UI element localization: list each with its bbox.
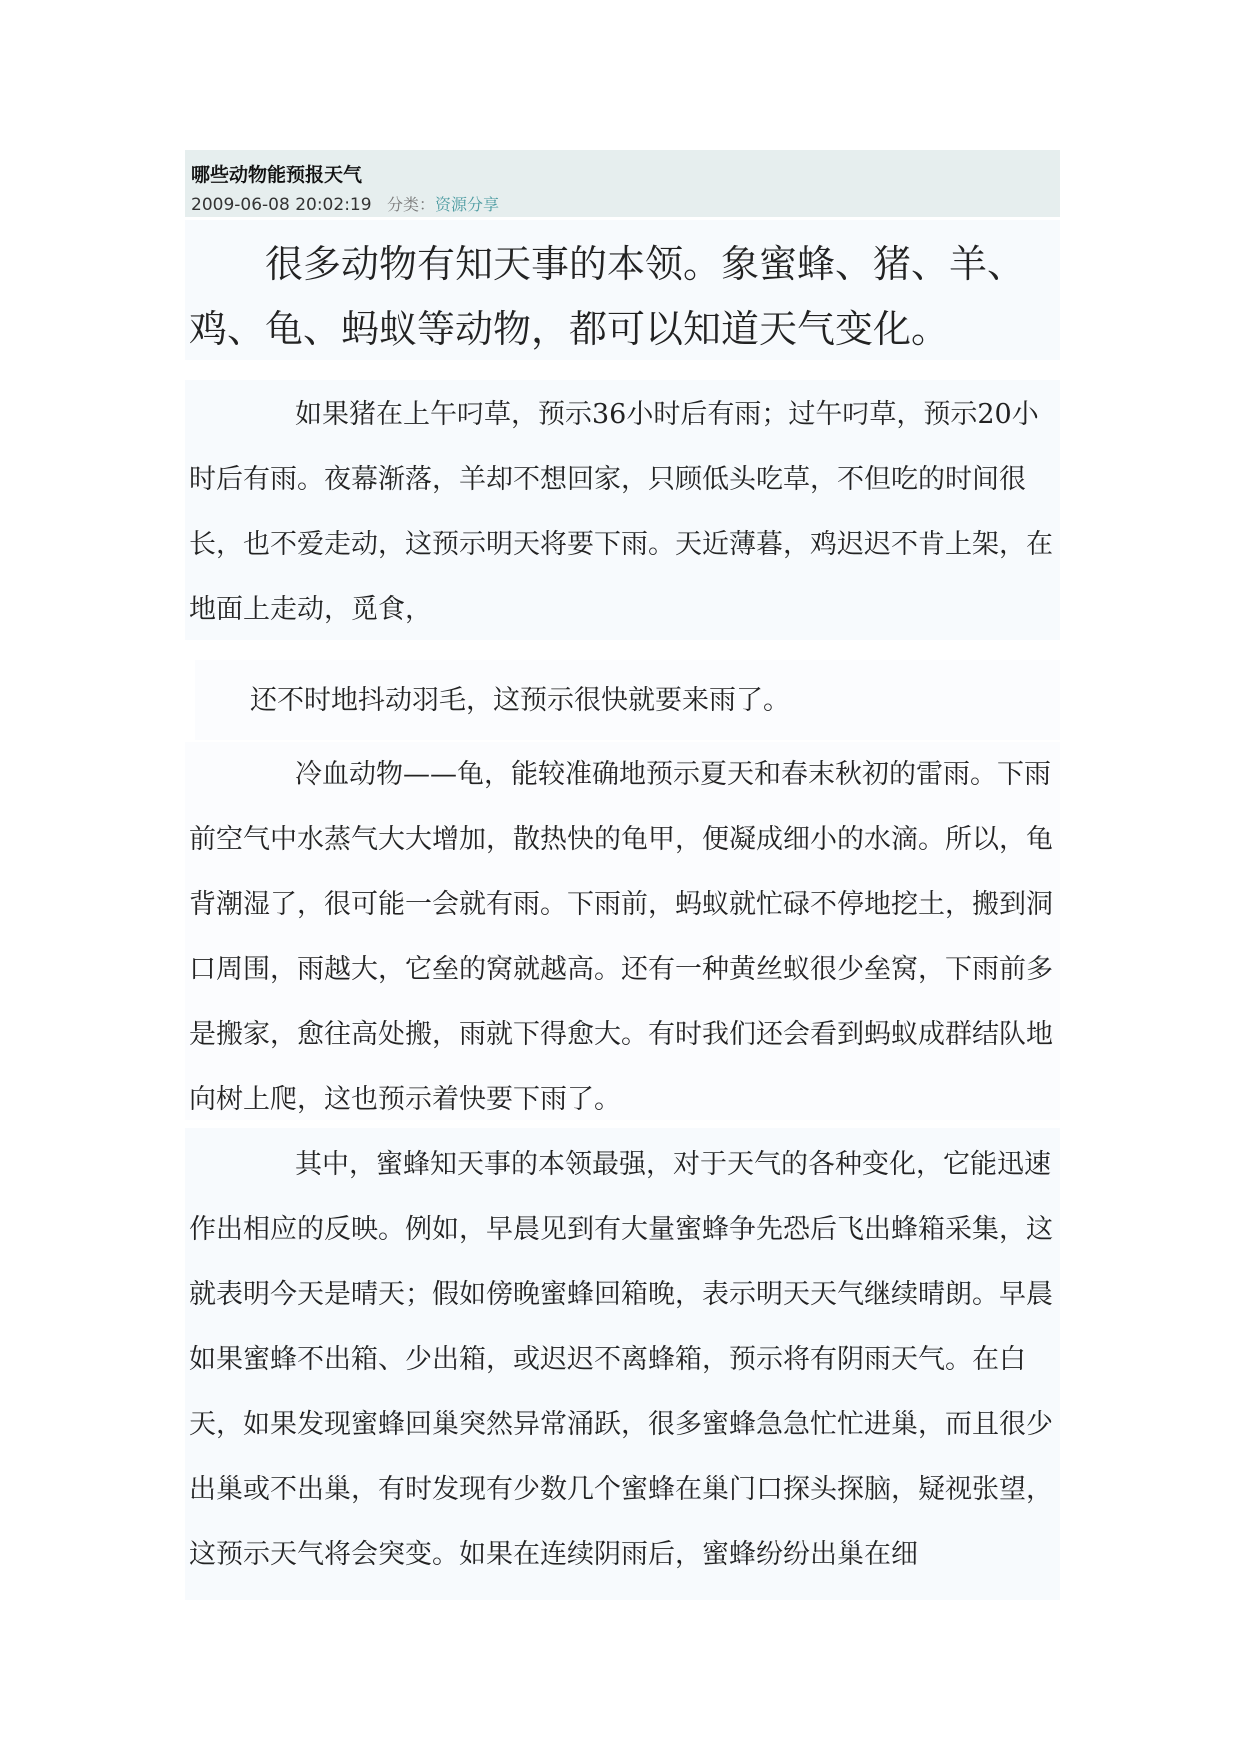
paragraph-block-pig-sheep-chicken: [185, 380, 1060, 640]
category-link[interactable]: 资源分享: [434, 195, 499, 214]
paragraph-block-chicken-feathers: [195, 660, 1060, 740]
article-meta: [191, 192, 499, 215]
article-header: [185, 150, 1060, 217]
category-label: 分类：: [386, 195, 435, 214]
article-datetime: 2009-06-08 20:02:19: [191, 195, 372, 215]
paragraph-text: 冷血动物——龟，能较准确地预示夏天和春末秋初的雷雨。下雨前空气中水蒸气大大增加，散热快的龟甲，便凝成细小的水滴。所以，龟背潮湿了，很可能一会就有雨。下雨前，蚂蚁就忙碌不停地挖土，搬到洞口周围，雨越大，它垒的窝就越高。还有一种黄丝蚁很少垒窝，下雨前多是搬家，愈往高处搬，雨就下得愈大。有时我们还会看到蚂蚁成群结队地向树上爬，这也预示着快要下雨了。: [189, 759, 1053, 1115]
paragraph-block-bees: [185, 1128, 1060, 1600]
paragraph-text: 其中，蜜蜂知天事的本领最强，对于天气的各种变化，它能迅速作出相应的反映。例如，早晨见到有大量蜜蜂争先恐后飞出蜂箱采集，这就表明今天是晴天；假如傍晚蜜蜂回箱晚，表示明天天气继续晴朗。早晨如果蜜蜂不出箱、少出箱，或迟迟不离蜂箱，预示将有阴雨天气。在白天，如果发现蜜蜂回巢突然异常涌跃，很多蜜蜂急急忙忙进巢，而且很少出巢或不出巢，有时发现有少数几个蜜蜂在巢门口探头探脑，疑视张望，这预示天气将会突变。如果在连续阴雨后，蜜蜂纷纷出巢在细: [189, 1149, 1053, 1570]
paragraph-text: 还不时地抖动羽毛，这预示很快就要来雨了。: [250, 685, 790, 716]
paragraph-block-turtle-ants: [185, 742, 1060, 1120]
lead-paragraph: 很多动物有知天事的本领。象蜜蜂、猪、羊、鸡、龟、蚂蚁等动物，都可以知道天气变化。: [189, 242, 1026, 351]
lead-paragraph-block: [185, 220, 1060, 360]
article-title: 哪些动物能预报天气: [191, 164, 363, 186]
paragraph-text: 如果猪在上午叼草，预示36小时后有雨；过午叼草，预示20小时后有雨。夜幕渐落，羊却不想回家，只顾低头吃草，不但吃的时间很长，也不爱走动，这预示明天将要下雨。天近薄暮，鸡迟迟不肯上架，在地面上走动，觅食，: [189, 399, 1053, 625]
